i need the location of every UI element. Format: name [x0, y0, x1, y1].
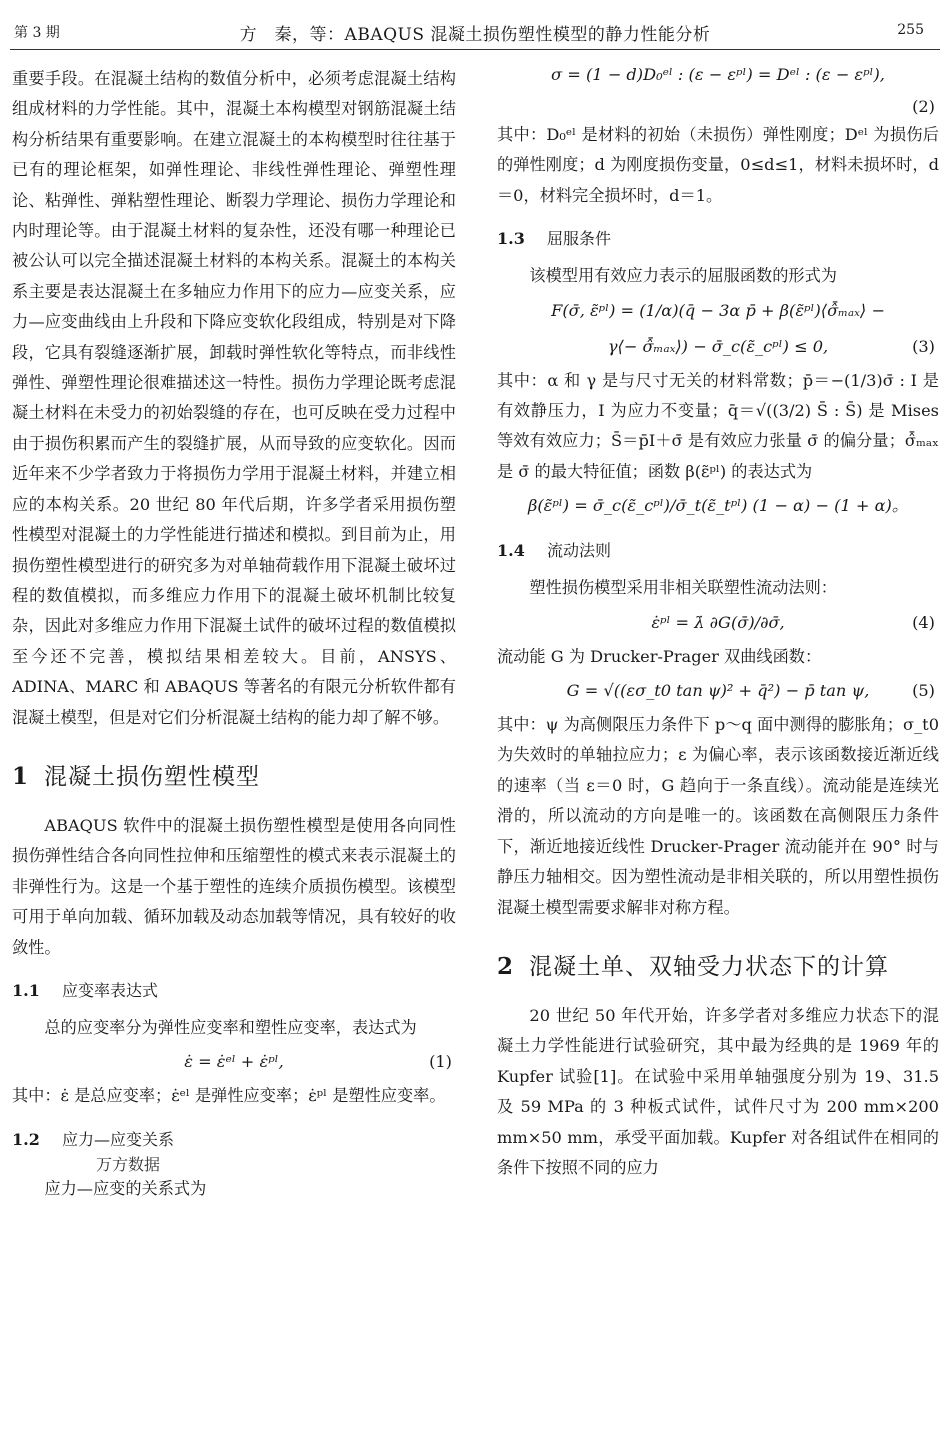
equation-1-description: 其中：ε̇ 是总应变率；ε̇ᵉˡ 是弹性应变率；ε̇ᵖˡ 是塑性应变率。	[12, 1086, 446, 1106]
equation-3-line-2	[497, 330, 939, 364]
subsection-title: 流动法则	[547, 541, 612, 561]
equation-body: γ⟨− σ̂̄ₘₐₓ⟩) − σ̄_c(ε̃_cᵖˡ) ≤ 0,	[607, 336, 829, 356]
subsection-1-1-paragraph: 总的应变率分为弹性应变率和塑性应变率，表达式为	[44, 1017, 417, 1037]
right-column	[497, 64, 939, 1183]
section-number: 2	[497, 952, 515, 980]
header-rule	[10, 49, 940, 50]
equation-5	[497, 674, 939, 708]
equation-2	[497, 58, 939, 92]
equation-body: σ = (1 − d)D₀ᵉˡ : (ε − εᵖˡ) = Dᵉˡ : (ε − εᵖˡ),	[551, 65, 885, 84]
left-column	[12, 64, 456, 1202]
equation-body: β(ε̃ᵖˡ) = σ̄_c(ε̃_cᵖˡ)/σ̄_t(ε̃_tᵖˡ) (1 − α) − (1 + α)。	[527, 496, 909, 516]
subsection-number: 1.4	[497, 541, 525, 561]
section-1-heading	[12, 761, 456, 793]
equation-number: (4)	[912, 612, 935, 632]
intro-paragraph: 重要手段。在混凝土结构的数值分析中，必须考虑混凝土结构组成材料的力学性能。其中，混凝土本构模型对钢筋混凝土结构分析结果有重要影响。在建立混凝土的本构模型时往往基于已有的理论框架，如弹性理论、非线性弹性理论、弹塑性理论、粘弹性、弹粘塑性理论、断裂力学理论、损伤力学理论和内时理论等。由于混凝土材料的复杂性，还没有哪一种理论已被公认可以完全描述混凝土材料的本构关系。混凝土的本构关系主要是表达混凝土在多轴应力作用下的应力—应变关系，应力—应变曲线由上升段和下降应变软化段组成，特别是对下降段，它具有裂缝逐渐扩展，卸载时弹性软化等特点，而非线性弹性、弹塑性理论很难描述这一特性。损伤力学理论既考虑混凝土材料在未受力的初始裂缝的存在，也可反映在受力过程中由于损伤积累而产生的裂缝扩展，从而导致的应变软化。因而近年来不少学者致力于将损伤力学用于混凝土材料，并建立相应的本构关系。20 世纪 80 年代后期，许多学者采用损伤塑性模型对混凝土的力学性能进行描述和模拟。到目前为止，用损伤塑性模型进行的研究多为对单轴荷载作用下混凝土破坏过程的数值模拟，而多维应力作用下的混凝土破坏机制比较复杂，因此对多维应力作用下混凝土试件的破坏过程的数值模拟至今还不完善，模拟结果相差较大。目前，ANSYS、ADINA、MARC 和 ABAQUS 等著名的有限元分析软件都有混凝土模型，但是对它们分析混凝土结构的能力却了解不够。	[12, 69, 456, 727]
subsection-1-3-paragraph: 该模型用有效应力表示的屈服函数的形式为	[529, 266, 837, 286]
subsection-1-2-heading	[12, 1126, 456, 1154]
page-header	[0, 0, 950, 52]
equation-1	[12, 1045, 456, 1079]
watermark-text: 万方数据	[96, 1154, 161, 1174]
equation-3-description: 其中：α 和 γ 是与尺寸无关的材料常数；p̄＝−(1/3)σ̄ : I 是有效静压力，I 为应力不变量；q̄＝√((3/2) S̄ : S̄) 是 Mises 等效有效应力；S̄＝p̄I＋σ̄ 是有效应力张量 σ̄ 的偏分量；σ̂̄ₘₐₓ 是 σ̄ 的最大特征值；函数 β(ε̃ᵖˡ) 的表达式为	[497, 370, 939, 481]
subsection-number: 1.3	[497, 229, 525, 249]
subsection-number: 1.2	[12, 1129, 40, 1149]
equation-body: G = √((εσ_t0 tan ψ)² + q̄²) − p̄ tan ψ,	[566, 681, 870, 701]
section-2-paragraph: 20 世纪 50 年代开始，许多学者对多维应力状态下的混凝土力学性能进行试验研究，其中最为经典的是 1969 年的 Kupfer 试验[1]。在试验中采用单轴强度分别为 19、31.5 及 59 MPa 的 3 种板式试件，试件尺寸为 200 mm×200 mm×50 mm，承受平面加载。Kupfer 对各组试件在相同的条件下按照不同的应力	[497, 1005, 939, 1177]
equation-3-line-1	[497, 294, 939, 328]
subsection-title: 应变率表达式	[62, 980, 159, 1000]
equation-5-description: 其中：ψ 为高侧限压力条件下 p～q 面中测得的膨胀角；σ_t0 为失效时的单轴拉应力；ε 为偏心率，表示该函数接近渐近线的速率（当 ε＝0 时，G 趋向于一条直线）。流动能是连续光滑的，所以流动的方向是唯一的。该函数在高侧限压力条件下，渐近地接近线性 Drucker-Prager 流动能并在 90° 时与静压力轴相交。因为塑性流动是非相关联的，所以用塑性损伤混凝土模型需要求解非对称方程。	[497, 715, 939, 917]
equation-beta	[497, 489, 939, 523]
equation-number: (3)	[912, 336, 935, 356]
equation-2-number: (2)	[912, 97, 935, 116]
section-1-paragraph: ABAQUS 软件中的混凝土损伤塑性模型是使用各向同性损伤弹性结合各向同性拉伸和压缩塑性的模式来表示混凝土的非弹性行为。这是一个基于塑性的连续介质损伤模型。该模型可用于单向加载、循环加载及动态加载等情况，具有较好的收敛性。	[12, 815, 456, 957]
equation-body: ε̇ = ε̇ᵉˡ + ε̇ᵖˡ,	[184, 1052, 284, 1072]
subsection-1-3-heading	[497, 225, 939, 253]
issue-number: 第 3 期	[14, 25, 60, 41]
subsection-1-1-heading	[12, 977, 456, 1005]
equation-body: ε̇ᵖˡ = λ̇ ∂G(σ̄)/∂σ̄,	[651, 612, 785, 632]
running-title: 方 秦，等：ABAQUS 混凝土损伤塑性模型的静力性能分析	[239, 25, 711, 45]
equation-number: (1)	[429, 1052, 452, 1072]
equation-4-description: 流动能 G 为 Drucker-Prager 双曲线函数：	[497, 646, 822, 666]
page-number: 255	[897, 22, 924, 38]
section-number: 1	[12, 762, 30, 790]
section-title: 混凝土损伤塑性模型	[44, 763, 260, 790]
equation-number: (5)	[912, 681, 935, 701]
subsection-number: 1.1	[12, 980, 40, 1000]
subsection-1-4-paragraph: 塑性损伤模型采用非相关联塑性流动法则：	[529, 578, 837, 598]
subsection-title: 应力—应变关系	[62, 1129, 175, 1149]
section-2-heading	[497, 951, 939, 983]
equation-4	[497, 606, 939, 640]
subsection-1-4-heading	[497, 537, 939, 565]
subsection-1-2-paragraph: 应力—应变的关系式为	[44, 1178, 207, 1198]
subsection-title: 屈服条件	[547, 229, 612, 249]
equation-2-description: 其中：D₀ᵉˡ 是材料的初始（未损伤）弹性刚度；Dᵉˡ 为损伤后的弹性刚度；d 为刚度损伤变量，0≤d≤1，材料未损坏时，d＝0，材料完全损坏时，d＝1。	[497, 125, 939, 205]
equation-body: F(σ̄, ε̃ᵖˡ) = (1/α)(q̄ − 3α p̄ + β(ε̃ᵖˡ)⟨σ̂̄ₘₐₓ⟩ −	[551, 300, 885, 320]
section-title: 混凝土单、双轴受力状态下的计算	[529, 953, 889, 980]
